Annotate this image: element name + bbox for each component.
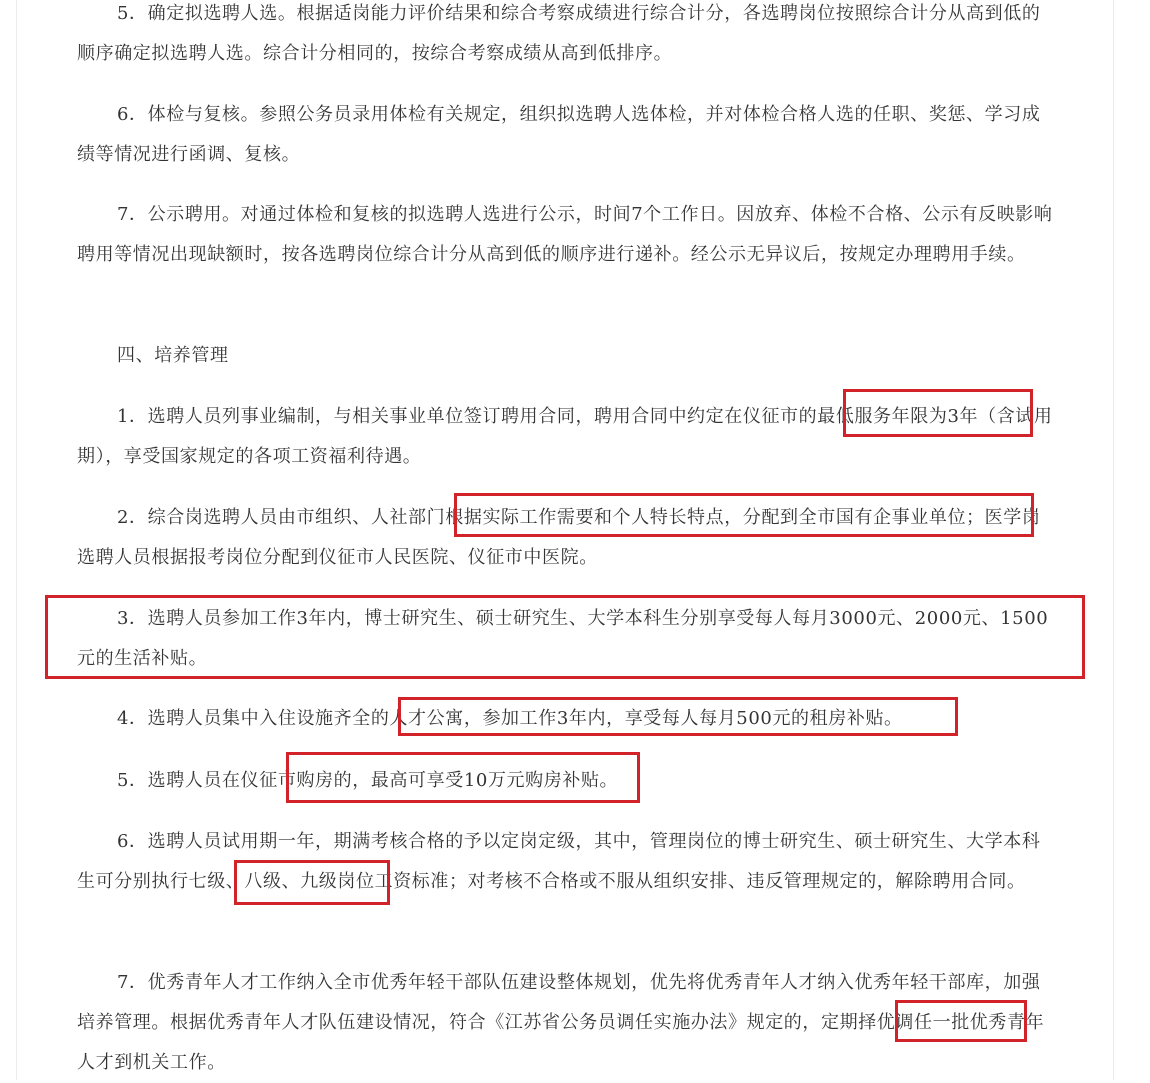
paragraph-management-5: 5．选聘人员在仪征市购房的，最高可享受10万元购房补贴。 — [117, 770, 619, 791]
paragraph-management-3: 3．选聘人员参加工作3年内，博士研究生、硕士研究生、大学本科生分别享受每人每月3000元、2000元、1500元的生活补贴。 — [77, 608, 1049, 669]
paragraph-management-1: 1．选聘人员列事业编制，与相关事业单位签订聘用合同，聘用合同中约定在仪征市的最低服务年限为3年（含试用期），享受国家规定的各项工资福利待遇。 — [77, 406, 1053, 467]
article-page — [16, 0, 1114, 1080]
section-heading-training: 四、培养管理 — [117, 345, 229, 366]
paragraph-management-2: 2．综合岗选聘人员由市组织、人社部门根据实际工作需要和个人特长特点，分配到全市国有企事业单位；医学岗选聘人员根据报考岗位分配到仪征市人民医院、仪征市中医院。 — [77, 507, 1041, 568]
paragraph-selection-5: 5．确定拟选聘人选。根据适岗能力评价结果和综合考察成绩进行综合计分，各选聘岗位按照综合计分从高到低的顺序确定拟选聘人选。综合计分相同的，按综合考察成绩从高到低排序。 — [77, 3, 1041, 64]
paragraph-management-6: 6．选聘人员试用期一年，期满考核合格的予以定岗定级，其中，管理岗位的博士研究生、硕士研究生、大学本科生可分别执行七级、八级、九级岗位工资标准；对考核不合格或不服从组织安排、违反管理规定的，解除聘用合同。 — [77, 831, 1041, 892]
paragraph-management-4: 4．选聘人员集中入住设施齐全的人才公寓，参加工作3年内，享受每人每月500元的租房补贴。 — [117, 708, 903, 729]
paragraph-management-7: 7．优秀青年人才工作纳入全市优秀年轻干部队伍建设整体规划，优先将优秀青年人才纳入优秀年轻干部库，加强培养管理。根据优秀青年人才队伍建设情况，符合《江苏省公务员调任实施办法》规定的，定期择优调任一批优秀青年人才到机关工作。 — [77, 972, 1045, 1073]
paragraph-physical-exam-6: 6．体检与复核。参照公务员录用体检有关规定，组织拟选聘人选体检，并对体检合格人选的任职、奖惩、学习成绩等情况进行函调、复核。 — [77, 104, 1041, 165]
paragraph-public-notice-7: 7．公示聘用。对通过体检和复核的拟选聘人选进行公示，时间7个工作日。因放弃、体检不合格、公示有反映影响聘用等情况出现缺额时，按各选聘岗位综合计分从高到低的顺序进行递补。经公示无异议后，按规定办理聘用手续。 — [77, 204, 1053, 265]
